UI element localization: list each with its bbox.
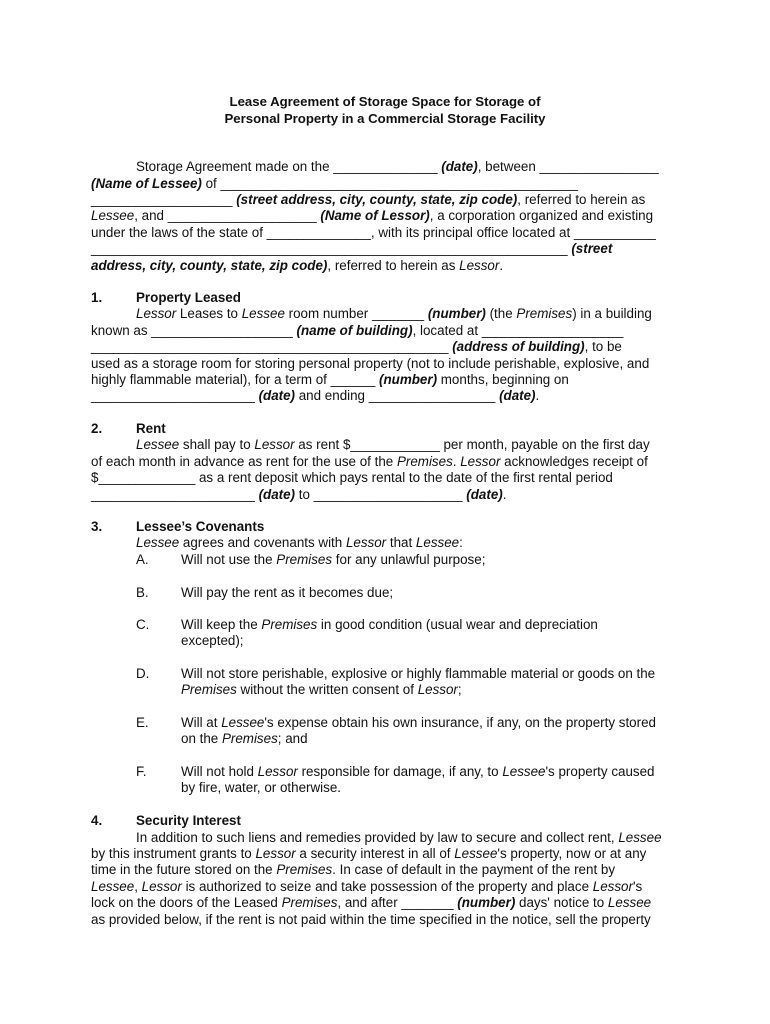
section-4-line-3: time in the future stored on the Premises. In case of default in the payment of the rent by xyxy=(91,862,616,877)
intro-line-2: (Name of Lessee) of ________________________________________________ xyxy=(91,176,578,191)
covenant-d-text-line-2: Premises without the written consent of Lessor; xyxy=(181,682,462,697)
covenant-c-letter: C. xyxy=(136,617,150,632)
covenant-e-letter: E. xyxy=(136,715,149,730)
section-4-line-2: by this instrument grants to Lessor a security interest in all of Lessee's property, now or at any xyxy=(91,846,647,861)
covenant-b-text: Will pay the rent as it becomes due; xyxy=(181,585,394,600)
section-3-intro: Lessee agrees and covenants with Lessor that Lessee: xyxy=(136,535,463,550)
section-1-line-2: known as ___________________ (name of building), located at ___________________ xyxy=(91,323,624,338)
section-2-line-3: $_____________ as a rent deposit which pays rental to the date of the first rental period xyxy=(91,470,613,485)
section-1-line-6: ______________________ (date) and ending _________________ (date). xyxy=(91,388,540,403)
covenant-a-text: Will not use the Premises for any unlawful purpose; xyxy=(181,552,486,567)
section-4-line-4: Lessee, Lessor is authorized to seize and take possession of the property and place Lessor's xyxy=(91,879,643,894)
section-2-line-2: of each month in advance as rent for the use of the Premises. Lessor acknowledges receipt of xyxy=(91,454,648,469)
intro-line-3: ___________________ (street address, city, county, state, zip code), referred to herein as xyxy=(91,192,646,207)
section-2-line-4: ______________________ (date) to ____________________ (date). xyxy=(91,487,507,502)
covenant-d-text-line-1: Will not store perishable, explosive or highly flammable material or goods on the xyxy=(181,666,656,681)
section-1-line-1: Lessor Leases to Lessee room number _______ (number) (the Premises) in a building xyxy=(136,306,652,321)
intro-line-1: Storage Agreement made on the ______________ (date), between ________________ xyxy=(136,159,659,174)
section-1-number: 1. xyxy=(91,290,103,305)
document-title-line-2: Personal Property in a Commercial Storage Facility xyxy=(224,111,546,126)
covenant-d-letter: D. xyxy=(136,666,150,681)
section-2-number: 2. xyxy=(91,421,103,436)
section-1-heading: Property Leased xyxy=(136,290,241,305)
section-4-heading: Security Interest xyxy=(136,813,241,828)
section-4-line-5: lock on the doors of the Leased Premises, and after _______ (number) days' notice to Lessee xyxy=(91,895,652,910)
covenant-b-letter: B. xyxy=(136,585,149,600)
section-4-line-6: as provided below, if the rent is not paid within the time specified in the notice, sell the property xyxy=(91,912,651,927)
section-1-line-4: used as a storage room for storing personal property (not to include perishable, explosive, and xyxy=(91,356,650,371)
section-2-heading: Rent xyxy=(136,421,166,436)
section-4-line-1: In addition to such liens and remedies provided by law to secure and collect rent, Lessee xyxy=(136,830,662,845)
covenant-f-text-line-2: by fire, water, or otherwise. xyxy=(181,780,342,795)
document-title-line-1: Lease Agreement of Storage Space for Storage of xyxy=(229,94,541,109)
section-3-number: 3. xyxy=(91,519,103,534)
covenant-a-letter: A. xyxy=(136,552,149,567)
section-1-line-3: ________________________________________________ (address of building), to be xyxy=(91,339,622,354)
covenant-e-text-line-1: Will at Lessee's expense obtain his own insurance, if any, on the property stored xyxy=(181,715,656,730)
section-4-number: 4. xyxy=(91,813,103,828)
section-3-heading: Lessee’s Covenants xyxy=(136,519,265,534)
covenant-c-text-line-1: Will keep the Premises in good condition (usual wear and depreciation xyxy=(181,617,598,632)
covenant-f-letter: F. xyxy=(136,764,147,779)
intro-line-7: address, city, county, state, zip code), referred to herein as Lessor. xyxy=(91,258,504,273)
covenant-c-text-line-2: excepted); xyxy=(181,633,244,648)
intro-line-5: under the laws of the state of ______________, with its principal office located at ___________ xyxy=(91,225,656,240)
intro-line-4: Lessee, and ____________________ (Name of Lessor), a corporation organized and existing xyxy=(91,208,654,223)
intro-line-6: ________________________________________________________________ (street xyxy=(91,241,613,256)
section-1-line-5: highly flammable material), for a term of ______ (number) months, beginning on xyxy=(91,372,569,387)
covenant-e-text-line-2: on the Premises; and xyxy=(181,731,308,746)
covenant-f-text-line-1: Will not hold Lessor responsible for damage, if any, to Lessee's property caused xyxy=(181,764,655,779)
section-2-line-1: Lessee shall pay to Lessor as rent $____________ per month, payable on the first day xyxy=(136,437,650,452)
